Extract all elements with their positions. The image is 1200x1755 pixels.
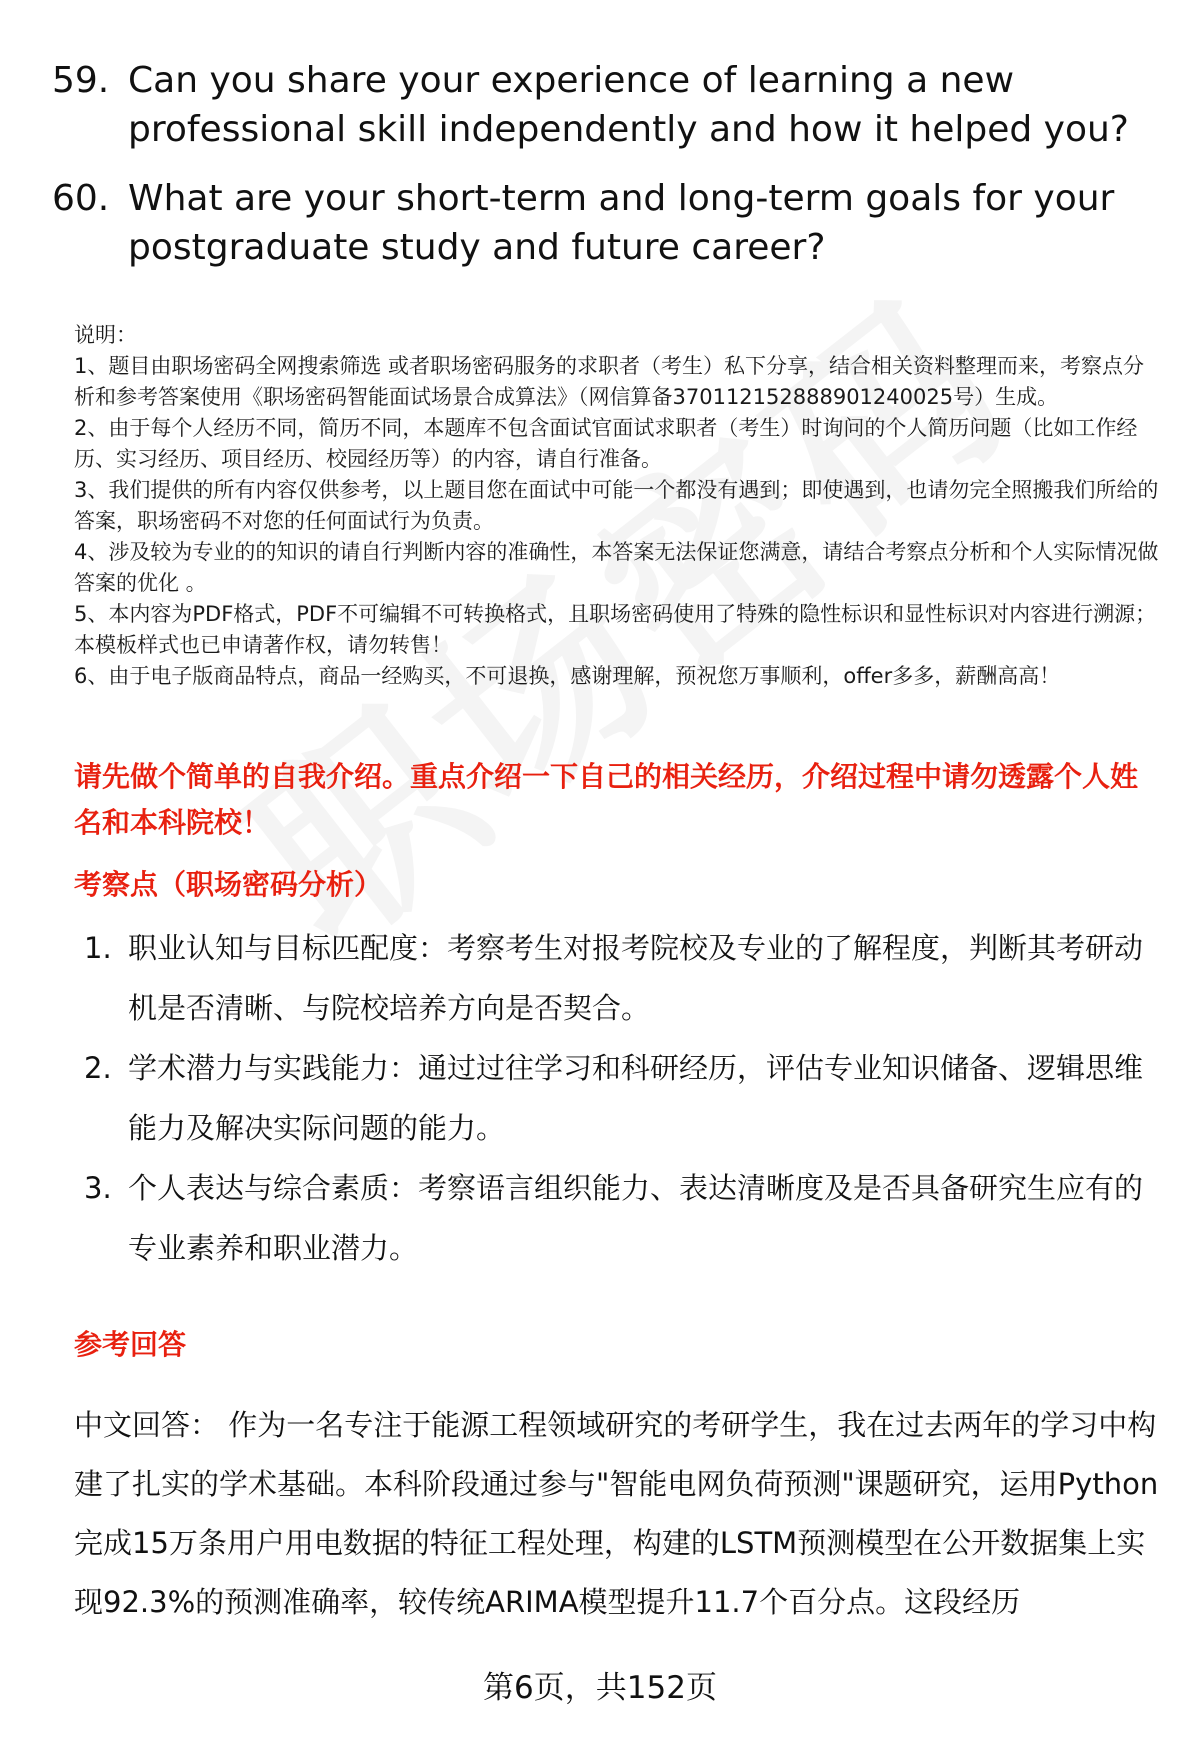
question-number: 60. [52,178,110,219]
answer-heading: 参考回答 [74,1328,187,1361]
note-item: 3、我们提供的所有内容仅供参考，以上题目您在面试中可能一个都没有遇到；即使遇到，也请勿完全照搬我们所给的答案，职场密码不对您的任何面试行为负责。 [74,478,1159,533]
analysis-item [74,1158,1154,1278]
analysis-heading: 考察点（职场密码分析） [74,868,383,901]
answer-text: 中文回答： 作为一名专注于能源工程领域研究的考研学生，我在过去两年的学习中构建了扎实的学术基础。本科阶段通过参与"智能电网负荷预测"课题研究，运用Python完成15万条用户用电数据的特征工程处理，构建的LSTM预测模型在公开数据集上实现92.3%的预测准确率，较传统ARIMA模型提升11.7个百分点。这段经历 [74,1408,1159,1619]
analysis-list [74,918,1154,1278]
analysis-item-number: 3. [84,1171,112,1205]
analysis-item-number: 1. [84,931,112,965]
analysis-item [74,1038,1154,1158]
question-text: Can you share your experience of learning a new professional skill independently and how it helped you? [128,60,1129,150]
note-item: 4、涉及较为专业的的知识的请自行判断内容的准确性，本答案无法保证您满意，请结合考察点分析和个人实际情况做答案的优化 。 [74,540,1159,595]
analysis-item-text: 职业认知与目标匹配度：考察考生对报考院校及专业的了解程度，判断其考研动机是否清晰、与院校培养方向是否契合。 [128,931,1144,1025]
note-item: 5、本内容为PDF格式，PDF不可编辑不可转换格式，且职场密码使用了特殊的隐性标识和显性标识对内容进行溯源；本模板样式也已申请著作权，请勿转售！ [74,602,1157,657]
question-number: 59. [52,60,110,101]
page-footer: 第6页，共152页 [483,1670,717,1706]
analysis-item [74,918,1154,1038]
notes-section [74,320,1164,692]
analysis-item-number: 2. [84,1051,112,1085]
analysis-item-text: 个人表达与综合素质：考察语言组织能力、表达清晰度及是否具备研究生应有的专业素养和职业潜力。 [128,1171,1144,1265]
question-title: 请先做个简单的自我介绍。重点介绍一下自己的相关经历，介绍过程中请勿透露个人姓名和本科院校！ [74,760,1139,839]
note-item: 1、题目由职场密码全网搜索筛选 或者职场密码服务的求职者（考生）私下分享，结合相关资料整理而来，考察点分析和参考答案使用《职场密码智能面试场景合成算法》（网信算备370112152888901240025号）生成。 [74,354,1145,409]
question-text: What are your short-term and long-term goals for your postgraduate study and future career? [128,178,1115,268]
note-item: 2、由于每个人经历不同，简历不同，本题库不包含面试官面试求职者（考生）时询问的个人简历问题（比如工作经历、实习经历、项目经历、校园经历等）的内容，请自行准备。 [74,416,1138,471]
analysis-item-text: 学术潜力与实践能力：通过过往学习和科研经历，评估专业知识储备、逻辑思维能力及解决实际问题的能力。 [128,1051,1144,1145]
note-item: 6、由于电子版商品特点，商品一经购买，不可退换，感谢理解，预祝您万事顺利，offer多多，薪酬高高！ [74,664,1061,688]
notes-heading: 说明： [74,323,137,347]
